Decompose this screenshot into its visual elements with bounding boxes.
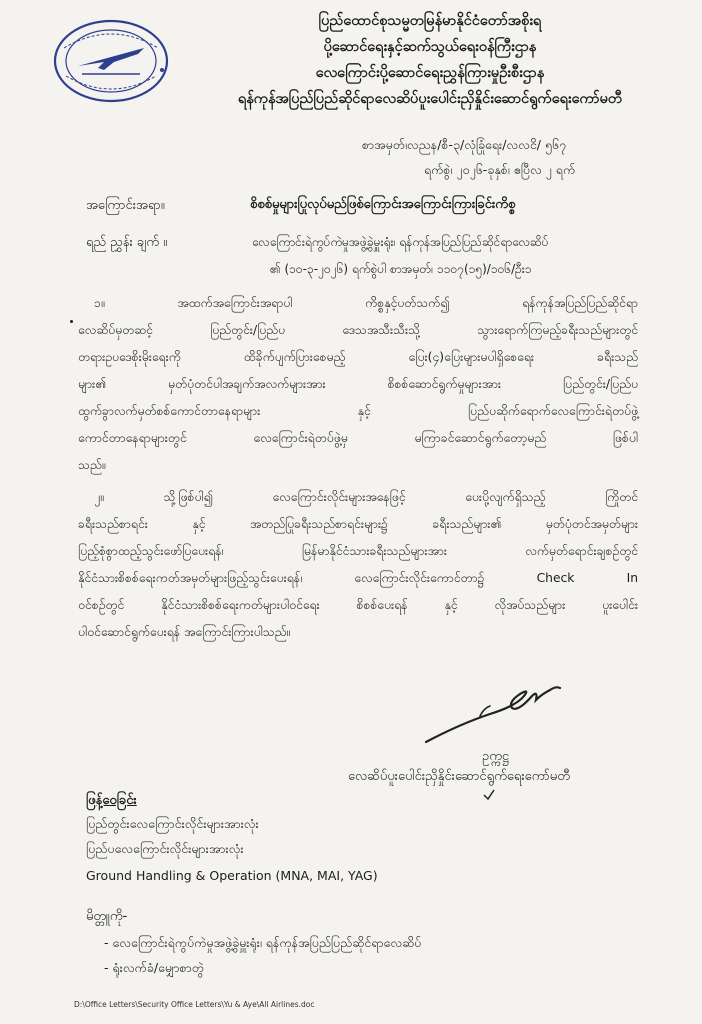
reference-number: စာအမှတ်၊လညန/စီ-၃/လုံခြုံရေး/လလငိ/ ၅၆၇ [362, 137, 567, 152]
subject-label: အကြောင်းအရာ။ [86, 198, 165, 213]
paragraph-2-line: ပြည့်စုံစွာထည့်သွင်းဖော်ပြပေးရန်၊ မြန်မာနိုင်ငံသားခရီးသည်များအား လက်မှတ်ရောင်းချစဉ်တွင် [78, 544, 638, 558]
stray-mark [70, 320, 73, 323]
copy-item: - လေကြောင်းရဲကွပ်ကဲမှုအဖွဲ့ခွဲမှူးရုံး၊ ရန်ကုန်အပြည်ပြည်ဆိုင်ရာလေဆိပ် [104, 935, 422, 950]
paragraph-1-line: ကောင်တာနေရာများတွင် လေကြောင်းရဲတပ်ဖွဲ့မှ မကြာခင်ဆောင်ရွက်တော့မည် ဖြစ်ပါ [78, 431, 638, 445]
signature-icon [420, 672, 570, 752]
distribution-heading: ဖြန့်ဝေခြင်း [86, 793, 137, 808]
paragraph-1-line: တရားဥပဒေစိုးမိုးရေးကို ထိခိုက်ပျက်ပြားစေမည့် ပြေး(၄)ပြေးများမပါရှိစေရေး ခရီးသည် [78, 350, 638, 364]
paragraph-2-line: ၂။ သို့ဖြစ်ပါ၍ လေကြောင်းလိုင်းများအနေဖြင့် ပေးပို့လျက်ရှိသည့် ကြိုတင် [94, 490, 638, 504]
distribution-item: ပြည်တွင်းလေကြောင်းလိုင်းများအားလုံး [86, 816, 259, 831]
paragraph-1-line: များ၏ မှတ်ပုံတင်ပါအချက်အလက်များအား စိစစ်ဆောင်ရွက်မှုများအား ပြည်တွင်း/ပြည်ပ [78, 377, 638, 391]
reference-line-2: ၏ (၁၀-၃-၂၀၂၆) ရက်စွဲပါ စာအမှတ်၊ ၁၁၀၇(၁၅)/၁၀၆/ဦး၁ [270, 262, 532, 276]
signature-committee: လေဆိပ်ပူးပေါင်းညှိနှိုင်းဆောင်ရွက်ရေးကော်မတီ [348, 769, 570, 784]
paragraph-1-line: သည်။ [78, 458, 106, 472]
header-line-3: လေကြောင်းပို့ဆောင်ရေးညွှန်ကြားမှုဦးစီးဌာန [315, 65, 545, 81]
paragraph-1 [78, 290, 638, 479]
subject-text: စိစစ်မှုများပြုလုပ်မည်ဖြစ်ကြောင်းအကြောင်းကြားခြင်းကိစ္စ [250, 197, 516, 212]
header-line-2: ပို့ဆောင်ရေးနှင့်ဆက်သွယ်ရေးဝန်ကြီးဌာန [323, 39, 537, 55]
paragraph-2-line: ပါဝင်ဆောင်ရွက်ပေးရန် အကြောင်းကြားပါသည်။ [78, 625, 291, 639]
distribution-item: ပြည်ပလေကြောင်းလိုင်းများအားလုံး [86, 841, 244, 856]
paragraph-2-line: ခရီးသည်စာရင်း နှင့် အတည်ပြုခရီးသည်စာရင်းများ၌ ခရီးသည်များ၏ မှတ်ပုံတင်အမှတ်များ [78, 517, 638, 531]
reference-label: ရည် ညွှန်း ချက် ။ [86, 235, 168, 250]
reference-date: ရက်စွဲ၊ ၂၀၂၆-ခုနှစ်၊ ဧပြီလ ၂ ရက် [424, 162, 576, 177]
reference-line-1: လေကြောင်းရဲကွပ်ကဲမှုအဖွဲ့ခွဲမှူးရုံး၊ ရန်ကုန်အပြည်ပြည်ဆိုင်ရာလေဆိပ် [252, 235, 549, 249]
paragraph-1-line: ထွက်ခွာလက်မှတ်စစ်ကောင်တာနေရာများ နှင့် ပြည်ပဆိုက်ရောက်လေကြောင်းရဲတပ်ဖွဲ့ [78, 404, 638, 418]
paragraph-2-line: ဝင်စဉ်တွင် နိုင်ငံသားစိစစ်ရေးကတ်များပါဝင်ရေး စိစစ်ပေးရန် နှင့် လိုအပ်သည်များ ပူးပေါင်း [78, 598, 638, 612]
paragraph-1-line: ၁။ အထက်အကြောင်းအရာပါ ကိစ္စနှင့်ပတ်သက်၍ ရန်ကုန်အပြည်ပြည်ဆိုင်ရာ [94, 296, 638, 310]
paragraph-2-line: နိုင်ငံသားစိစစ်ရေးကတ်အမှတ်များဖြည့်သွင်းပေးရန်၊ လေကြောင်းလိုင်းကောင်တာ၌ Check In [78, 571, 638, 585]
department-seal-icon [52, 18, 170, 104]
header-line-1: ပြည်ထောင်စုသမ္မတမြန်မာနိုင်ငံတော်အစိုးရ [318, 13, 542, 29]
tick-mark-icon [482, 788, 496, 802]
copy-heading: မိတ္တူကို- [86, 909, 128, 924]
distribution-item: Ground Handling & Operation (MNA, MAI, YAG) [86, 868, 378, 883]
file-path-footer: D:\Office Letters\Security Office Letters\Yu & Aye\All Airlines.doc [74, 1000, 315, 1009]
copy-item: - ရုံးလက်ခံ/မျှောစာတွဲ [104, 960, 204, 975]
header-line-4: ရန်ကုန်အပြည်ပြည်ဆိုင်ရာလေဆိပ်ပူးပေါင်းညှိနှိုင်းဆောင်ရွက်ရေးကော်မတီ [237, 91, 623, 107]
signature-role: ဥက္ကဋ္ဌ [482, 749, 509, 764]
paragraph-1-line: လေဆိပ်မှတဆင့် ပြည်တွင်း/ပြည်ပ ဒေသအသီးသီးသို့ သွားရောက်ကြမည့်ခရီးသည်များတွင် [78, 323, 638, 337]
paragraph-2 [78, 484, 638, 646]
